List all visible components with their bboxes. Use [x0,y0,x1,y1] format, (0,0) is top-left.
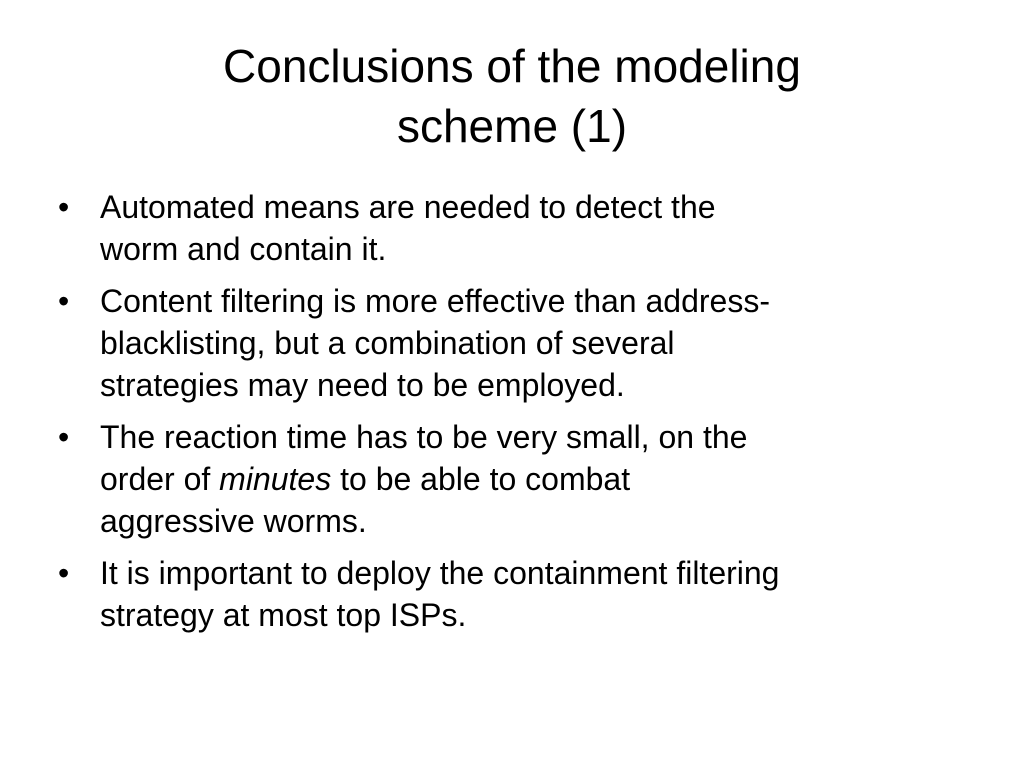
bullet-1-line-1: Automated means are needed to detect the [100,189,716,225]
bullet-item-reaction-time [58,416,968,542]
bullet-4-line-1: It is important to deploy the containment filtering [100,555,780,591]
bullet-2-line-3: strategies may need to be employed. [100,367,625,403]
bullet-2-line-1: Content filtering is more effective than address- [100,283,770,319]
bullet-item-automated-means [58,186,968,270]
bullet-3-line-1: The reaction time has to be very small, on the [100,419,748,455]
bullet-marker: • [58,283,70,319]
bullet-1-line-2: worm and contain it. [100,231,387,267]
bullet-3-text-before-emphasis: order of [100,461,220,497]
emphasis-minutes: minutes [219,461,332,497]
title-line-1: Conclusions of the modeling [223,40,801,92]
bullet-item-containment-strategy [58,552,968,636]
bullet-3-line-2 [100,458,968,500]
bullet-marker: • [58,419,70,455]
bullet-3-text-after-emphasis: to be able to combat [331,461,631,497]
bullet-2-line-2: blacklisting, but a combination of several [100,325,675,361]
title-line-2: scheme (1) [396,100,628,152]
slide-title [60,36,964,156]
bullet-3-line-3: aggressive worms. [100,503,367,539]
bullet-list [58,186,968,646]
bullet-4-line-2: strategy at most top ISPs. [100,597,467,633]
bullet-marker: • [58,189,70,225]
bullet-item-content-filtering [58,280,968,406]
bullet-marker: • [58,555,70,591]
